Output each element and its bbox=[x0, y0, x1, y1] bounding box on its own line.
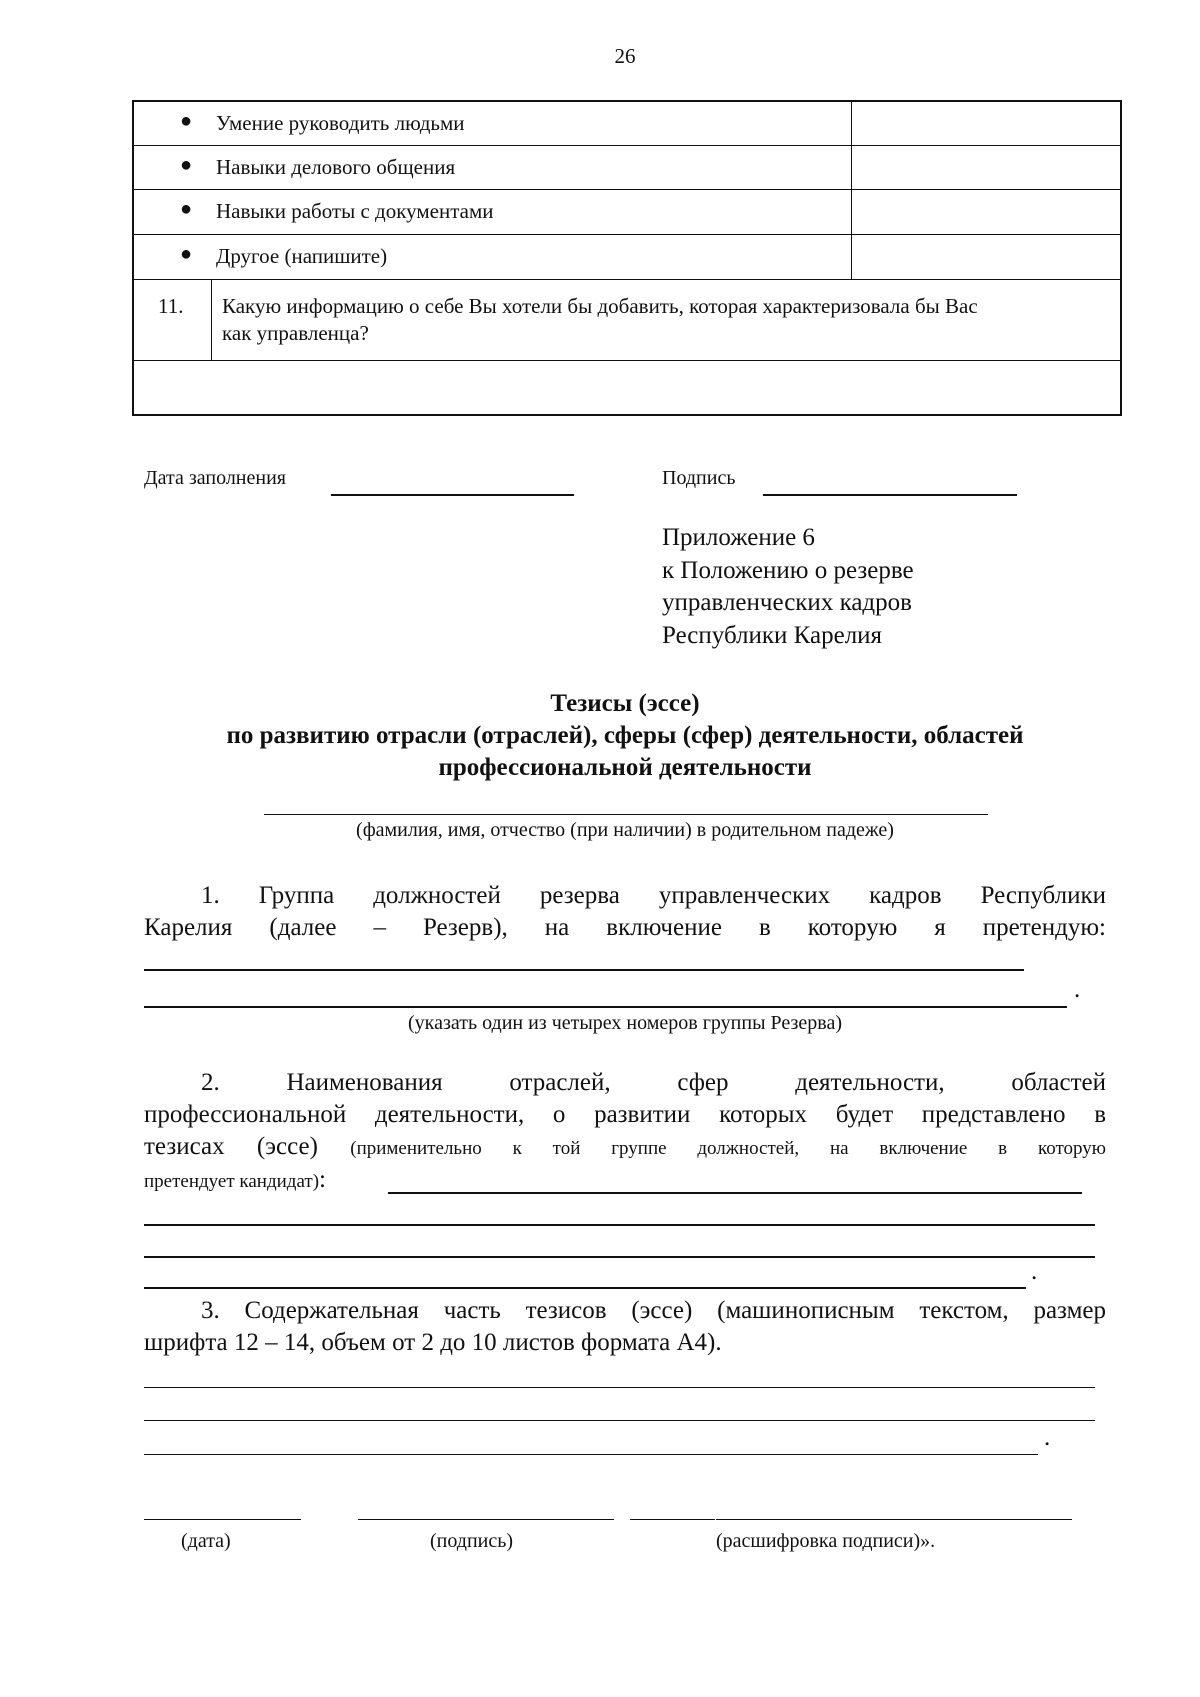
section3-line: шрифта 12 – 14, объем от 2 до 10 листов формата А4). bbox=[144, 1329, 722, 1356]
appendix-line: Республики Карелия bbox=[662, 621, 883, 649]
table-row-label: Другое (напишите) bbox=[216, 244, 388, 268]
full-name-field[interactable] bbox=[264, 814, 988, 815]
title-line: профессиональной деятельности bbox=[438, 754, 812, 781]
table-row-divider bbox=[134, 360, 1120, 361]
signature-line-field[interactable] bbox=[358, 1519, 614, 1520]
table-row-divider bbox=[134, 234, 1120, 235]
fill-date-field[interactable] bbox=[331, 494, 574, 496]
document-title bbox=[0, 688, 1200, 784]
appendix-note bbox=[662, 522, 914, 652]
appendix-line: управленческих кадров bbox=[662, 589, 912, 616]
section2-note: (применительно к той группе должностей, на включение в которую bbox=[350, 1138, 1106, 1159]
signature-label: Подпись bbox=[662, 467, 736, 489]
section2-line bbox=[144, 1164, 326, 1198]
reserve-group-field[interactable] bbox=[144, 969, 1024, 971]
essay-content-field[interactable] bbox=[144, 1387, 1095, 1388]
section2-text: тезисах (эссе) bbox=[144, 1133, 318, 1160]
questionnaire-table bbox=[132, 100, 1122, 416]
date-caption: (дата) bbox=[181, 1530, 231, 1552]
section2-note: претендует кандидат) bbox=[144, 1171, 320, 1192]
table-row-label: Навыки работы с документами bbox=[216, 199, 494, 223]
period-mark: . bbox=[1031, 1258, 1038, 1285]
section1-line: Карелия (далее – Резерв), на включение в которую я претендую: bbox=[144, 914, 1106, 941]
date-field[interactable] bbox=[144, 1519, 301, 1520]
essay-content-field[interactable] bbox=[144, 1420, 1095, 1421]
colon-mark: : bbox=[319, 1166, 326, 1193]
section2-line: 2. Наименования отраслей, сфер деятельности, областей bbox=[201, 1069, 1106, 1096]
bullet-icon: ● bbox=[180, 110, 193, 132]
table-row-label: Умение руководить людьми bbox=[216, 111, 465, 135]
table-row-label: Навыки делового общения bbox=[216, 155, 456, 179]
table-column-divider bbox=[211, 279, 212, 360]
table-row-divider bbox=[134, 189, 1120, 190]
answer-field[interactable] bbox=[134, 362, 1120, 414]
appendix-line: Приложение 6 bbox=[662, 524, 815, 551]
appendix-line: к Положению о резерве bbox=[662, 556, 914, 584]
section2-line: профессиональной деятельности, о развитии которых будет представлено в bbox=[144, 1101, 1106, 1128]
section1-line: 1. Группа должностей резерва управленческих кадров Республики bbox=[201, 882, 1106, 909]
question-text: Какую информацию о себе Вы хотели бы добавить, которая характеризовала бы Вас bbox=[222, 294, 978, 318]
industries-field[interactable] bbox=[144, 1287, 1026, 1289]
question-number: 11. bbox=[158, 294, 184, 318]
industries-field[interactable] bbox=[388, 1192, 1082, 1194]
reserve-group-field[interactable] bbox=[144, 1006, 1067, 1008]
industries-field[interactable] bbox=[144, 1224, 1095, 1226]
signature-field[interactable] bbox=[763, 494, 1017, 496]
signature-caption: (подпись) bbox=[430, 1530, 514, 1552]
bullet-icon: ● bbox=[180, 243, 193, 265]
decoding-field[interactable] bbox=[716, 1519, 1072, 1520]
period-mark: . bbox=[1044, 1424, 1051, 1451]
page-number: 26 bbox=[614, 44, 636, 68]
period-mark: . bbox=[1074, 976, 1081, 1003]
table-column-divider bbox=[851, 102, 852, 279]
section3-line: 3. Содержательная часть тезисов (эссе) (машинописным текстом, размер bbox=[201, 1297, 1106, 1324]
decoding-field[interactable] bbox=[630, 1519, 715, 1520]
reserve-group-caption: (указать один из четырех номеров группы Резерва) bbox=[408, 1012, 842, 1034]
question-text: как управленца? bbox=[222, 321, 369, 345]
table-row-divider bbox=[134, 279, 1120, 280]
decoding-caption: (расшифровка подписи)». bbox=[716, 1530, 936, 1552]
bullet-icon: ● bbox=[180, 154, 193, 176]
full-name-caption: (фамилия, имя, отчество (при наличии) в родительном падеже) bbox=[356, 819, 894, 841]
section2-line bbox=[144, 1131, 1106, 1165]
industries-field[interactable] bbox=[144, 1256, 1095, 1258]
fill-date-label: Дата заполнения bbox=[144, 467, 286, 489]
table-row-divider bbox=[134, 145, 1120, 146]
bullet-icon: ● bbox=[180, 198, 193, 220]
title-line: Тезисы (эссе) bbox=[550, 690, 700, 717]
essay-content-field[interactable] bbox=[144, 1454, 1038, 1455]
title-line: по развитию отрасли (отраслей), сферы (сфер) деятельности, областей bbox=[226, 722, 1024, 749]
